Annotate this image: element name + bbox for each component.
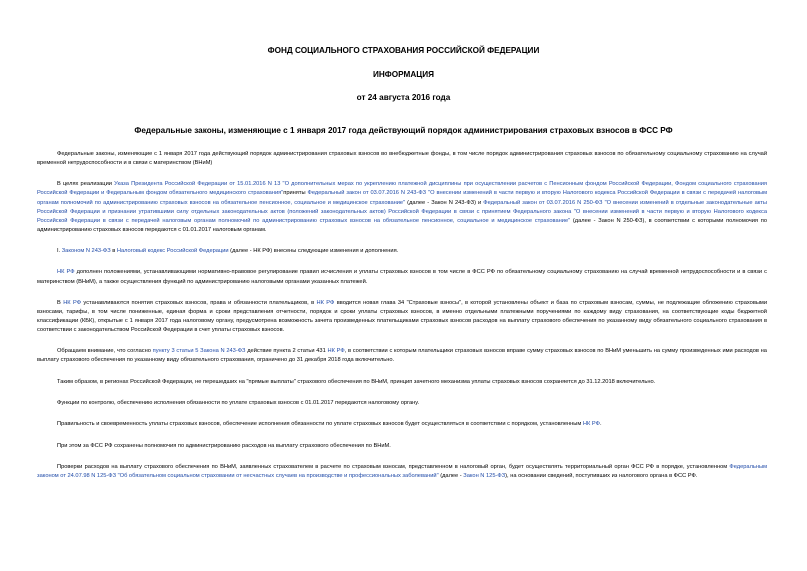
- text-run: действие пункта 2 статьи 431: [245, 348, 328, 355]
- link-law-243[interactable]: Федеральный закон от 03.07.2016 N 243-ФЗ "О внесении изменений в части первую и вторую Налогового кодекса Российской Федерации в связи с передачей налоговым органам полномочий по администрированию страховых взносов на обязательное пенсионное, социальное и медицинское страхование": [37, 190, 767, 206]
- paragraph-8: Функции по контролю, обеспечению исполнения обязанности по уплате страховых взносов с 01.01.2017 передаются налоговому органу.: [57, 400, 420, 406]
- document-title: Федеральные законы, изменяющие с 1 января 2017 года действующий порядок администрирования страховых взносов в ФСС РФ: [134, 126, 673, 135]
- text-run: дополнен положениями, устанавливающими нормативно-правовое регулирование правил исчисления и уплаты страховых взносов в том числе в ФСС РФ по обязательному социальному страхованию на случай временной нетрудоспособности и в связи с материнством (ВНиМ), а также осуществления функций по администрированию налоговыми органами указанных платежей.: [37, 269, 767, 285]
- paragraph-5: [37, 299, 767, 335]
- document-body: [37, 150, 767, 493]
- link-law-250[interactable]: Федеральный закон от 03.07.2016 N 250-ФЗ "О внесении изменений в отдельные законодательные акты Российской Федерации и признании утратившими силу отдельных законодательных актов (положений законодательных актов) Российской Федерации в связи с принятием Федерального закона "О внесении изменений в части первую и вторую Налогового кодекса Российской Федерации в связи с передачей налоговым органам полномочий по администрированию страховых взносов на обязательное пенсионное, социальное и медицинское страхование": [37, 199, 767, 224]
- document-type-heading: ИНФОРМАЦИЯ: [373, 70, 434, 79]
- paragraph-3: [37, 247, 767, 256]
- link-nk-rf[interactable]: НК РФ: [582, 421, 600, 428]
- link-decree-13[interactable]: Указа Президента Российской Федерации от 15.01.2016 N 13 "О дополнительных мерах по укреплению платежной дисциплины при осуществлении расчетов с Пенсионным фондом Российской Федерации, Фондом социального страхования Российской Федерации и Федеральным фондом обязательного медицинского страхования": [37, 181, 768, 197]
- document-date: от 24 августа 2016 года: [356, 93, 451, 102]
- link-tax-code[interactable]: Налоговый кодекс Российской Федерации: [116, 248, 229, 255]
- text-run: ), на основании сведений, поступивших из налогового органа в ФСС РФ.: [505, 472, 698, 479]
- text-run: (далее - Закон N 243-ФЗ) и: [405, 199, 484, 206]
- paragraph-6: [37, 347, 767, 365]
- text-run: Проверки расходов на выплату страхового обеспечения по ВНиМ, заявленных страхователем в расчете по страховым взносам, представленном в налоговый орган, будет осуществлять территориальный орган ФСС РФ в порядке, установленном: [57, 463, 730, 470]
- link-law-125-short[interactable]: Закон N 125-ФЗ: [463, 472, 506, 479]
- link-law-243-article-5[interactable]: пункту 3 статьи 5 Закона N 243-ФЗ: [152, 348, 246, 355]
- text-run: Правильность и своевременность уплаты страховых взносов, обеспечение исполнения обязанности по уплате страховых взносов будет осуществляться в соответствии с порядком, установленным: [57, 421, 583, 428]
- text-run: Обращаем внимание, что согласно: [57, 348, 153, 355]
- paragraph-2: [37, 180, 767, 235]
- text-run: (далее - Закон N 250-ФЗ), в соответствии с которыми полномочия по администрированию страховых взносов передаются с 01.01.2017 налоговым органам.: [37, 217, 767, 233]
- paragraph-10: При этом за ФСС РФ сохранены полномочия по администрированию расходов на выплату страхового обеспечения по ВНиМ.: [57, 442, 391, 449]
- paragraph-1: Федеральные законы, изменяющие с 1 января 2017 года действующий порядок администрирования страховых взносов во внебюджетные фонды, в том числе порядок администрирования страховых взносов по обязательному социальному страхованию на случай временной нетрудоспособности и в связи с материнством (ВНиМ): [37, 151, 767, 167]
- link-law-125[interactable]: Федеральным законом от 24.07.98 N 125-ФЗ "Об обязательном социальном страховании от несчастных случаев на производстве и профессиональных заболеваний": [37, 463, 767, 479]
- text-run: (далее - НК РФ) внесены следующие изменения и дополнения.: [228, 248, 399, 255]
- text-run: (далее -: [438, 472, 464, 479]
- organization-heading: ФОНД СОЦИАЛЬНОГО СТРАХОВАНИЯ РОССИЙСКОЙ ФЕДЕРАЦИИ: [267, 46, 540, 55]
- text-run: устанавливаются понятия страховых взносов, права и обязанности плательщиков, в: [81, 299, 317, 306]
- link-law-243-short[interactable]: Законом N 243-ФЗ: [61, 248, 111, 255]
- paragraph-7: Таким образом, в регионах Российской Федерации, не перешедших на "прямые выплаты" страхового обеспечения по ВНиМ, принцип зачетного механизма уплаты страховых взносов сохраняется до 31.12.2018 включительно.: [57, 378, 656, 385]
- text-run: приняты: [283, 190, 308, 197]
- text-run: в: [110, 248, 117, 255]
- paragraph-4: [37, 268, 767, 286]
- text-run: I.: [57, 248, 62, 255]
- paragraph-9: [37, 420, 767, 429]
- text-run: В целях реализации: [57, 181, 115, 188]
- text-run: .: [599, 421, 602, 428]
- link-nk-rf[interactable]: НК РФ: [63, 299, 82, 306]
- text-run: В: [57, 299, 64, 306]
- link-nk-rf[interactable]: НК РФ: [316, 299, 335, 306]
- text-run: вводится новая глава 34 "Страховые взносы", в которой установлены объект и база по страховым взносам, суммы, не подлежащие обложению страховыми взносами, тарифы, в том числе пониженные, единая форма и сроки представления отчетности, порядок и сроки уплаты страховых взносов, в именно отдельными платежными поручениями по каждому виду страхования, на соответствующие коды бюджетной классификации (КБК), открытые с 1 января 2017 года налоговому органу, предусмотрена возможность зачета произведенных плательщиками страховых взносов расходов на выплату страхового обеспечения по указанному виду обязательного социального страхования в соответствии с законодательством Российской Федерации в счет уплаты страховых взносов.: [37, 299, 768, 334]
- link-nk-rf[interactable]: НК РФ: [327, 348, 345, 355]
- text-run: , в соответствии с которым плательщики страховых взносов вправе сумму страховых взносов по ВНиМ уменьшить на сумму произведенных ими расходов на выплату страхового обеспечения по указанному виду обязательного страхования, ограничено до 31 декабря 2018 года включительно.: [37, 348, 767, 364]
- paragraph-11: [37, 463, 767, 481]
- link-nk-rf[interactable]: НК РФ: [57, 269, 75, 276]
